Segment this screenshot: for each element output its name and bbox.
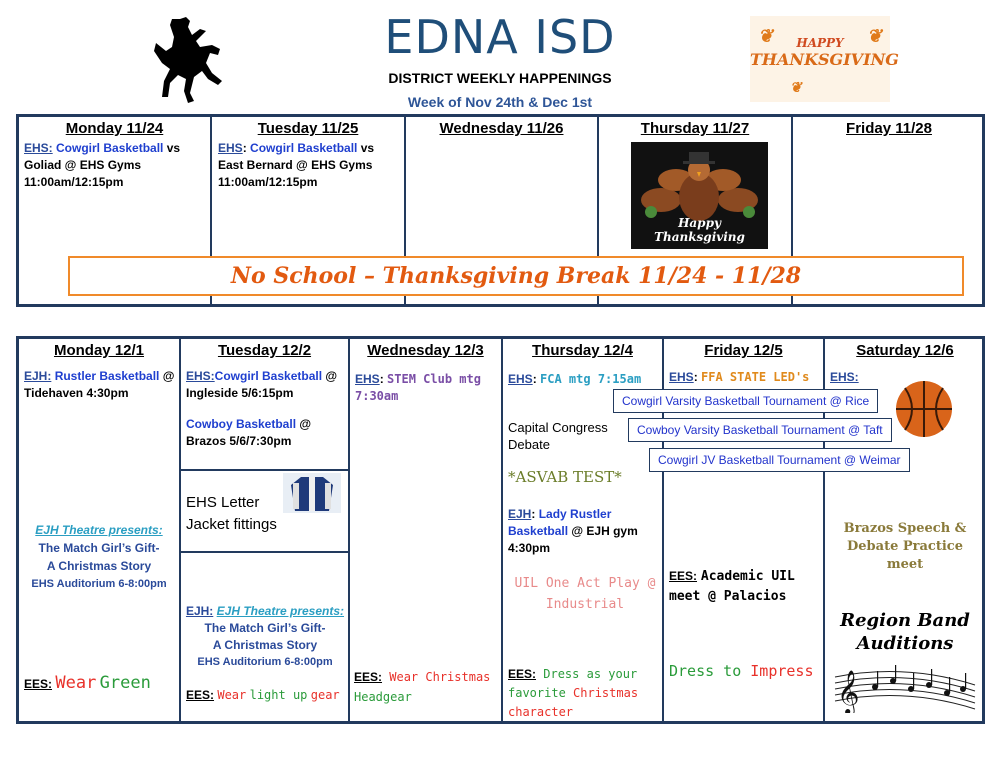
no-school-banner: No School – Thanksgiving Break 11/24 - 11/28 xyxy=(68,256,964,296)
day-header: Saturday 12/6 xyxy=(856,342,954,359)
ejh-event-thu-124: EJH: Lady Rustler Basketball @ EJH gym 4:30pm xyxy=(508,507,638,555)
uil-one-act-play: UIL One Act Play @ Industrial xyxy=(514,576,656,612)
day-header: Monday 11/24 xyxy=(65,120,164,137)
day-header: Tuesday 11/25 xyxy=(257,120,359,137)
ees-mon-121: EES: Wear Green xyxy=(24,673,151,693)
event-fri-125: EHS: FFA STATE LED's xyxy=(669,370,810,384)
music-notes-image xyxy=(831,659,979,713)
ees-fri-125: EES: Academic UIL meet @ Palacios xyxy=(669,569,795,604)
theatre-mon-121: EJH Theatre presents: The Match Girl’s Gift- A Christmas Story EHS Auditorium 6-8:00pm xyxy=(31,523,167,590)
day-header: Tuesday 12/2 xyxy=(217,342,312,359)
day-header: Wednesday 11/26 xyxy=(439,120,564,137)
event-sat-126: EHS: xyxy=(830,370,859,384)
leaf-icon: ❦ xyxy=(758,26,774,47)
ees-tue-122: EES: Wear light up gear xyxy=(186,688,340,702)
day-header: Friday 12/5 xyxy=(704,342,783,359)
ees-wed-123: EES: Wear Christmas Headgear xyxy=(354,670,491,704)
event-thu-124: EHS: FCA mtg 7:15am xyxy=(508,372,642,386)
event-tue-122: EHS:Cowgirl Basketball @ Ingleside 5/6:15pm Cowboy Basketball @ Brazos 5/6/7:30pm xyxy=(186,369,338,448)
page-title: EDNA ISD xyxy=(384,10,616,64)
ees-thu-124: EES: Dress as your favorite Christmas character xyxy=(508,667,639,719)
leaf-icon: ❦ xyxy=(866,26,882,47)
leaf-icon: ❦ xyxy=(790,80,802,96)
svg-text:𝄞: 𝄞 xyxy=(837,670,860,713)
tournament-box: Cowgirl JV Basketball Tournament @ Weimar xyxy=(649,448,910,472)
event-mon-121: EJH: Rustler Basketball @ Tidehaven 4:30pm xyxy=(24,369,175,400)
day-header: Thursday 12/4 xyxy=(532,342,633,359)
day-header: Thursday 11/27 xyxy=(640,120,750,137)
event-wed-123: EHS: STEM Club mtg 7:30am xyxy=(355,372,481,403)
tournament-box: Cowboy Varsity Basketball Tournament @ Taft xyxy=(628,418,892,442)
week-range: Week of Nov 24th & Dec 1st xyxy=(407,94,593,110)
theatre-tue-122: EJH: EJH Theatre presents: The Match Girl’s Gift- A Christmas Story EHS Auditorium 6-8:00pm xyxy=(185,604,345,668)
brazos-speech-debate: Brazos Speech & Debate Practice meet xyxy=(843,521,967,572)
turkey-football-image: Happy Thanksgiving xyxy=(631,142,768,249)
dress-to-impress: Dress to Impress xyxy=(669,662,814,680)
day-header: Friday 11/28 xyxy=(846,120,932,137)
letter-jacket-image xyxy=(283,473,341,513)
letter-jacket-fittings: EHS Letter Jacket fittings xyxy=(186,494,277,533)
page-subtitle: DISTRICT WEEKLY HAPPENINGS xyxy=(388,70,612,86)
asvab-test: *ASVAB TEST* xyxy=(508,468,622,486)
thanksgiving-logo: ❦ ❦ HAPPY THANKSGIVING ❦ xyxy=(750,16,890,102)
day-header: Monday 12/1 xyxy=(53,342,145,359)
tournament-box: Cowgirl Varsity Basketball Tournament @ Rice xyxy=(613,389,878,413)
event-mon-1124: EHS: Cowgirl Basketball vs Goliad @ EHS Gyms 11:00am/12:15pm xyxy=(24,141,181,189)
region-band-auditions: Region Band Auditions xyxy=(840,610,970,654)
day-header: Wednesday 12/3 xyxy=(367,342,484,359)
basketball-icon xyxy=(895,380,953,438)
capital-congress-debate: Capital Congress Debate xyxy=(508,420,608,452)
event-tue-1125: EHS: Cowgirl Basketball vs East Bernard @ EHS Gyms 11:00am/12:15pm xyxy=(218,141,375,189)
